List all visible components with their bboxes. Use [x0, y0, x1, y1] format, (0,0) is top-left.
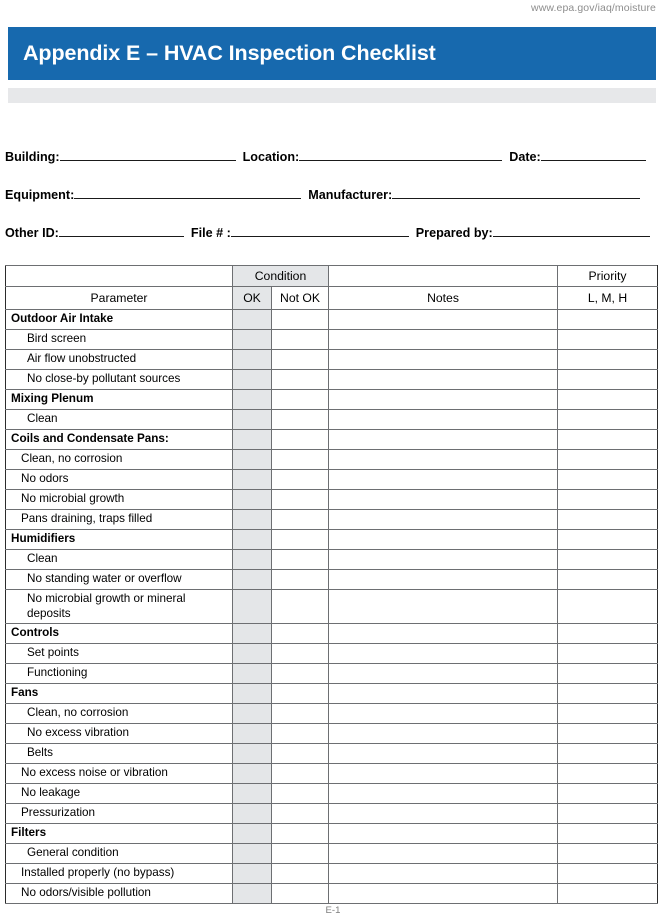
row-item-label	[6, 410, 233, 430]
row-item-label	[6, 470, 233, 490]
parameter-text: Controls	[11, 626, 60, 640]
cell-ok[interactable]	[233, 510, 272, 530]
cell-ok[interactable]	[233, 684, 272, 704]
cell-priority[interactable]	[558, 844, 658, 864]
parameter-text: Clean, no corrosion	[21, 452, 123, 466]
cell-not-ok[interactable]	[272, 784, 329, 804]
cell-priority[interactable]	[558, 390, 658, 410]
row-item-label	[6, 724, 233, 744]
cell-not-ok[interactable]	[272, 350, 329, 370]
table-row	[6, 490, 658, 510]
cell-priority[interactable]	[558, 864, 658, 884]
table-row	[6, 664, 658, 684]
cell-not-ok[interactable]	[272, 390, 329, 410]
cell-not-ok[interactable]	[272, 370, 329, 390]
row-group-label	[6, 824, 233, 844]
cell-priority[interactable]	[558, 724, 658, 744]
form-fields	[5, 148, 657, 262]
cell-priority[interactable]	[558, 350, 658, 370]
row-group-label	[6, 684, 233, 704]
cell-ok[interactable]	[233, 624, 272, 644]
cell-not-ok[interactable]	[272, 844, 329, 864]
table-row	[6, 570, 658, 590]
row-item-label	[6, 370, 233, 390]
cell-priority[interactable]	[558, 410, 658, 430]
parameter-text: No standing water or overflow	[27, 572, 182, 586]
parameter-text: No leakage	[21, 786, 81, 800]
form-row	[5, 148, 657, 186]
form-label: Building:	[5, 150, 60, 164]
parameter-text: No excess vibration	[27, 726, 129, 740]
header-condition: Condition	[233, 266, 329, 287]
cell-ok[interactable]	[233, 724, 272, 744]
table-head	[6, 266, 658, 310]
row-item-label	[6, 550, 233, 570]
cell-notes[interactable]	[329, 684, 558, 704]
cell-notes[interactable]	[329, 704, 558, 724]
parameter-text: Air flow unobstructed	[27, 352, 137, 366]
cell-ok[interactable]	[233, 784, 272, 804]
cell-ok[interactable]	[233, 410, 272, 430]
form-label: File # :	[190, 226, 231, 240]
table-row	[6, 470, 658, 490]
header-blank-notes	[329, 266, 558, 287]
form-label: Prepared by:	[415, 226, 493, 240]
form-label: Location:	[242, 150, 300, 164]
cell-not-ok[interactable]	[272, 804, 329, 824]
table-row	[6, 864, 658, 884]
row-item-label	[6, 450, 233, 470]
table-row	[6, 530, 658, 550]
table-header-column-row	[6, 287, 658, 310]
row-group-label	[6, 430, 233, 450]
cell-priority[interactable]	[558, 884, 658, 904]
cell-notes[interactable]	[329, 744, 558, 764]
cell-priority[interactable]	[558, 450, 658, 470]
table-row	[6, 370, 658, 390]
row-group-label	[6, 310, 233, 330]
parameter-text: Belts	[27, 746, 53, 760]
cell-priority[interactable]	[558, 824, 658, 844]
cell-not-ok[interactable]	[272, 864, 329, 884]
header-priority-scale: L, M, H	[558, 287, 658, 310]
row-group-label	[6, 530, 233, 550]
cell-ok[interactable]	[233, 370, 272, 390]
parameter-text: No close-by pollutant sources	[27, 372, 181, 386]
cell-ok[interactable]	[233, 490, 272, 510]
form-label: Manufacturer:	[308, 188, 393, 202]
cell-not-ok[interactable]	[272, 824, 329, 844]
cell-not-ok[interactable]	[272, 450, 329, 470]
parameter-text: Installed properly (no bypass)	[21, 866, 175, 880]
form-row	[5, 224, 657, 262]
cell-notes[interactable]	[329, 764, 558, 784]
cell-notes[interactable]	[329, 390, 558, 410]
cell-notes[interactable]	[329, 510, 558, 530]
cell-ok[interactable]	[233, 330, 272, 350]
cell-priority[interactable]	[558, 330, 658, 350]
cell-not-ok[interactable]	[272, 744, 329, 764]
cell-notes[interactable]	[329, 784, 558, 804]
parameter-text: No microbial growth	[21, 492, 125, 506]
cell-priority[interactable]	[558, 510, 658, 530]
cell-ok[interactable]	[233, 824, 272, 844]
table-row	[6, 804, 658, 824]
cell-ok[interactable]	[233, 744, 272, 764]
row-item-label	[6, 644, 233, 664]
row-item-label	[6, 764, 233, 784]
table-row	[6, 684, 658, 704]
form-label: Date:	[509, 150, 541, 164]
cell-ok[interactable]	[233, 390, 272, 410]
table-row	[6, 744, 658, 764]
cell-notes[interactable]	[329, 884, 558, 904]
form-label: Other ID:	[5, 226, 59, 240]
cell-not-ok[interactable]	[272, 764, 329, 784]
cell-priority[interactable]	[558, 590, 658, 624]
table-row	[6, 624, 658, 644]
parameter-text: No excess noise or vibration	[21, 766, 168, 780]
cell-ok[interactable]	[233, 590, 272, 624]
row-item-label	[6, 664, 233, 684]
page-title: Appendix E – HVAC Inspection Checklist	[23, 40, 436, 65]
cell-notes[interactable]	[329, 450, 558, 470]
cell-priority[interactable]	[558, 784, 658, 804]
table-row	[6, 410, 658, 430]
cell-notes[interactable]	[329, 370, 558, 390]
row-item-label	[6, 784, 233, 804]
parameter-text: Outdoor Air Intake	[11, 312, 114, 326]
table-row	[6, 704, 658, 724]
parameter-text: No odors	[21, 472, 69, 486]
cell-notes[interactable]	[329, 644, 558, 664]
cell-notes[interactable]	[329, 590, 558, 624]
cell-notes[interactable]	[329, 550, 558, 570]
table-row	[6, 310, 658, 330]
table-row	[6, 350, 658, 370]
cell-notes[interactable]	[329, 490, 558, 510]
table-row	[6, 844, 658, 864]
header-parameter: Parameter	[6, 287, 233, 310]
cell-notes[interactable]	[329, 824, 558, 844]
cell-ok[interactable]	[233, 844, 272, 864]
cell-notes[interactable]	[329, 724, 558, 744]
cell-not-ok[interactable]	[272, 664, 329, 684]
row-item-label	[6, 350, 233, 370]
row-item-label	[6, 570, 233, 590]
cell-not-ok[interactable]	[272, 550, 329, 570]
header-blank-parameter	[6, 266, 233, 287]
cell-notes[interactable]	[329, 310, 558, 330]
cell-not-ok[interactable]	[272, 470, 329, 490]
cell-priority[interactable]	[558, 530, 658, 550]
form-input-line[interactable]	[392, 186, 640, 199]
parameter-text: Clean	[27, 412, 58, 426]
row-item-label	[6, 330, 233, 350]
cell-not-ok[interactable]	[272, 624, 329, 644]
checklist-table-wrapper	[5, 265, 657, 904]
cell-notes[interactable]	[329, 470, 558, 490]
cell-notes[interactable]	[329, 864, 558, 884]
cell-not-ok[interactable]	[272, 530, 329, 550]
cell-ok[interactable]	[233, 350, 272, 370]
cell-priority[interactable]	[558, 470, 658, 490]
row-item-label	[6, 510, 233, 530]
parameter-text: Mixing Plenum	[11, 392, 94, 406]
parameter-text: Pans draining, traps filled	[21, 512, 153, 526]
table-row	[6, 764, 658, 784]
form-input-line[interactable]	[74, 186, 301, 199]
cell-not-ok[interactable]	[272, 410, 329, 430]
cell-priority[interactable]	[558, 490, 658, 510]
parameter-text: Filters	[11, 826, 47, 840]
cell-not-ok[interactable]	[272, 884, 329, 904]
cell-ok[interactable]	[233, 530, 272, 550]
table-row	[6, 724, 658, 744]
form-input-line[interactable]	[299, 148, 502, 161]
form-input-line[interactable]	[59, 224, 184, 237]
cell-ok[interactable]	[233, 644, 272, 664]
form-input-line[interactable]	[231, 224, 409, 237]
cell-priority[interactable]	[558, 684, 658, 704]
header-not-ok: Not OK	[272, 287, 329, 310]
cell-ok[interactable]	[233, 430, 272, 450]
cell-ok[interactable]	[233, 470, 272, 490]
parameter-text: General condition	[27, 846, 119, 860]
row-item-label	[6, 744, 233, 764]
cell-priority[interactable]	[558, 744, 658, 764]
cell-not-ok[interactable]	[272, 430, 329, 450]
cell-ok[interactable]	[233, 864, 272, 884]
table-row	[6, 390, 658, 410]
cell-ok[interactable]	[233, 570, 272, 590]
cell-notes[interactable]	[329, 804, 558, 824]
table-row	[6, 450, 658, 470]
row-item-label	[6, 704, 233, 724]
row-item-label	[6, 590, 233, 624]
row-item-label	[6, 884, 233, 904]
form-label: Equipment:	[5, 188, 75, 202]
cell-priority[interactable]	[558, 310, 658, 330]
cell-not-ok[interactable]	[272, 684, 329, 704]
table-row	[6, 330, 658, 350]
header-ok: OK	[233, 287, 272, 310]
parameter-text: Set points	[27, 646, 79, 660]
cell-not-ok[interactable]	[272, 704, 329, 724]
cell-not-ok[interactable]	[272, 570, 329, 590]
parameter-text: No odors/visible pollution	[21, 886, 151, 900]
hvac-inspection-table	[5, 265, 658, 904]
cell-ok[interactable]	[233, 764, 272, 784]
cell-priority[interactable]	[558, 430, 658, 450]
cell-priority[interactable]	[558, 664, 658, 684]
row-item-label	[6, 490, 233, 510]
parameter-text: Functioning	[27, 666, 88, 680]
form-input-line[interactable]	[493, 224, 650, 237]
table-row	[6, 430, 658, 450]
cell-notes[interactable]	[329, 430, 558, 450]
cell-not-ok[interactable]	[272, 724, 329, 744]
parameter-text: Fans	[11, 686, 39, 700]
cell-ok[interactable]	[233, 804, 272, 824]
row-group-label	[6, 624, 233, 644]
cell-priority[interactable]	[558, 704, 658, 724]
cell-notes[interactable]	[329, 530, 558, 550]
cell-ok[interactable]	[233, 704, 272, 724]
cell-notes[interactable]	[329, 570, 558, 590]
cell-notes[interactable]	[329, 844, 558, 864]
table-row	[6, 884, 658, 904]
row-item-label	[6, 804, 233, 824]
parameter-text: Clean, no corrosion	[27, 706, 129, 720]
source-url: www.epa.gov/iaq/moisture	[531, 2, 656, 14]
table-row	[6, 644, 658, 664]
form-input-line[interactable]	[541, 148, 646, 161]
cell-not-ok[interactable]	[272, 330, 329, 350]
header-notes: Notes	[329, 287, 558, 310]
table-row	[6, 784, 658, 804]
parameter-text: No microbial growth or mineral deposits	[27, 592, 186, 620]
cell-not-ok[interactable]	[272, 510, 329, 530]
cell-notes[interactable]	[329, 410, 558, 430]
cell-priority[interactable]	[558, 370, 658, 390]
cell-ok[interactable]	[233, 884, 272, 904]
cell-ok[interactable]	[233, 450, 272, 470]
cell-ok[interactable]	[233, 664, 272, 684]
row-group-label	[6, 390, 233, 410]
cell-priority[interactable]	[558, 644, 658, 664]
cell-not-ok[interactable]	[272, 310, 329, 330]
header-priority: Priority	[558, 266, 658, 287]
cell-priority[interactable]	[558, 764, 658, 784]
cell-priority[interactable]	[558, 624, 658, 644]
cell-not-ok[interactable]	[272, 490, 329, 510]
title-banner	[8, 27, 656, 80]
banner-accent-bar	[8, 88, 656, 103]
cell-priority[interactable]	[558, 804, 658, 824]
cell-ok[interactable]	[233, 550, 272, 570]
cell-notes[interactable]	[329, 330, 558, 350]
cell-notes[interactable]	[329, 350, 558, 370]
cell-priority[interactable]	[558, 550, 658, 570]
page-number: E-1	[325, 905, 341, 916]
form-input-line[interactable]	[60, 148, 236, 161]
cell-notes[interactable]	[329, 624, 558, 644]
parameter-text: Humidifiers	[11, 532, 76, 546]
table-row	[6, 510, 658, 530]
parameter-text: Clean	[27, 552, 58, 566]
table-row	[6, 590, 658, 624]
table-row	[6, 550, 658, 570]
parameter-text: Pressurization	[21, 806, 96, 820]
table-header-group-row	[6, 266, 658, 287]
table-row	[6, 824, 658, 844]
row-item-label	[6, 864, 233, 884]
form-row	[5, 186, 657, 224]
cell-not-ok[interactable]	[272, 590, 329, 624]
parameter-text: Coils and Condensate Pans:	[11, 432, 169, 446]
table-body	[6, 310, 658, 904]
cell-notes[interactable]	[329, 664, 558, 684]
cell-ok[interactable]	[233, 310, 272, 330]
row-item-label	[6, 844, 233, 864]
cell-priority[interactable]	[558, 570, 658, 590]
parameter-text: Bird screen	[27, 332, 87, 346]
cell-not-ok[interactable]	[272, 644, 329, 664]
